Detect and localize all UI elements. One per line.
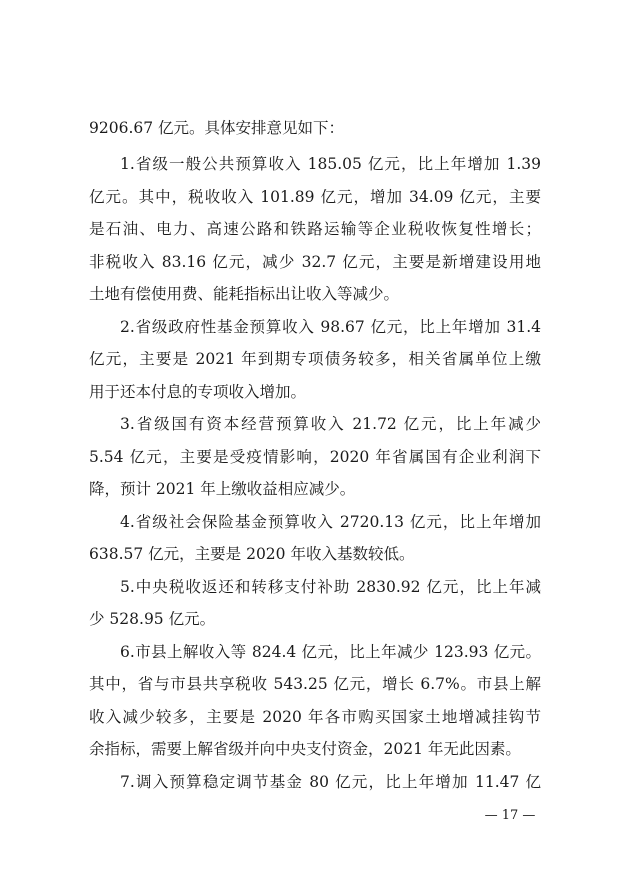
text-line: 2.省级政府性基金预算收入 98.67 亿元，比上年增加 31.4 — [120, 318, 541, 336]
text-line: 余指标，需要上解省级并向中央支付资金，2021 年无此因素。 — [89, 740, 521, 758]
page-number: — 17 — — [484, 808, 536, 823]
text-line: 3.省级国有资本经营预算收入 21.72 亿元，比上年减少 — [120, 415, 541, 433]
text-line: 其中，省与市县共享税收 543.25 亿元，增长 6.7%。市县上解 — [89, 675, 541, 693]
text-line: 6.市县上解收入等 824.4 亿元，比上年减少 123.93 亿元。 — [120, 643, 541, 661]
text-line: 5.中央税收返还和转移支付补助 2830.92 亿元，比上年减 — [120, 578, 541, 596]
text-line: 收入减少较多，主要是 2020 年各市购买国家土地增减挂钩节 — [89, 708, 541, 726]
text-line: 5.54 亿元，主要是受疫情影响，2020 年省属国有企业利润下 — [89, 448, 541, 466]
text-line: 降，预计 2021 年上缴收益相应减少。 — [89, 480, 356, 498]
text-line: 1.省级一般公共预算收入 185.05 亿元，比上年增加 1.39 — [120, 155, 541, 173]
text-line: 9206.67 亿元。具体安排意见如下： — [89, 119, 345, 137]
text-line: 土地有偿使用费、能耗指标出让收入等减少。 — [89, 285, 400, 303]
text-line: 是石油、电力、高速公路和铁路运输等企业税收恢复性增长； — [89, 220, 541, 238]
text-line: 4.省级社会保险基金预算收入 2720.13 亿元，比上年增加 — [120, 513, 541, 531]
text-line: 非税收入 83.16 亿元，减少 32.7 亿元，主要是新增建设用地 — [89, 253, 541, 271]
text-line: 亿元，主要是 2021 年到期专项债务较多，相关省属单位上缴 — [89, 350, 541, 368]
text-line: 亿元。其中，税收收入 101.89 亿元，增加 34.09 亿元，主要 — [89, 188, 541, 206]
text-line: 少 528.95 亿元。 — [89, 610, 216, 628]
text-line: 用于还本付息的专项收入增加。 — [89, 383, 307, 401]
text-line: 7.调入预算稳定调节基金 80 亿元，比上年增加 11.47 亿 — [120, 773, 541, 791]
text-line: 638.57 亿元，主要是 2020 年收入基数较低。 — [89, 545, 415, 563]
